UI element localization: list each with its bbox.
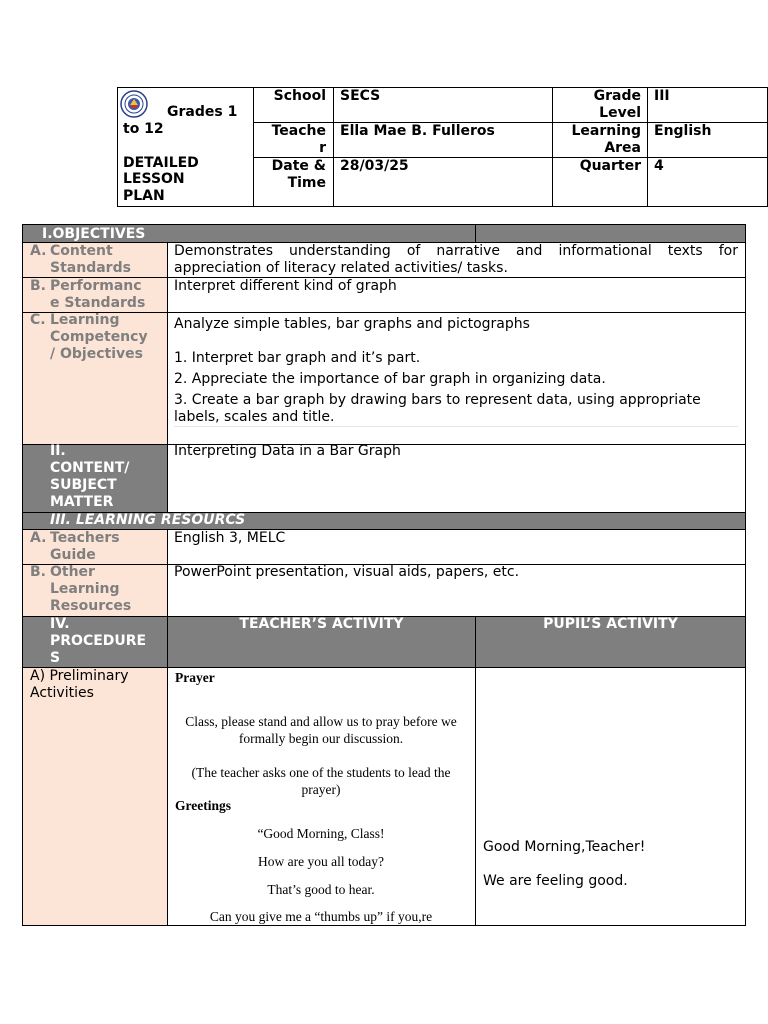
other-resources-label-c: Resources <box>50 598 132 614</box>
prayer-text: Class, please stand and allow us to pray before we formally begin our discussion. <box>185 714 457 746</box>
content-standards-label-b: Standards <box>50 260 131 276</box>
procedures-label-a: IV. <box>50 616 70 632</box>
learning-competency-letter: C. <box>30 312 46 328</box>
content-label-d: MATTER <box>50 494 114 510</box>
objectives-heading: I.OBJECTIVES <box>42 226 146 242</box>
resources-heading: III. LEARNING RESOURCS <box>50 512 246 528</box>
header-title-line5: PLAN <box>123 188 165 204</box>
performance-standards-letter: B. <box>30 278 46 294</box>
prayer-heading: Prayer <box>175 670 215 685</box>
date-label-b: Time <box>287 175 326 191</box>
learning-competency-label-b: Competency <box>50 329 148 345</box>
other-resources-letter: B. <box>30 564 46 580</box>
deped-seal-logo <box>120 90 148 118</box>
procedures-label-b: PROCEDURE <box>50 633 147 649</box>
teacher-label-b: r <box>319 140 326 156</box>
preliminary-label-b: Activities <box>30 685 94 701</box>
teachers-guide-label-b: Guide <box>50 547 96 563</box>
other-resources-label-a: Other <box>50 564 95 580</box>
quarter-value: 4 <box>654 158 664 174</box>
date-label-a: Date & <box>271 158 326 174</box>
procedures-label-c: S <box>50 650 61 666</box>
preliminary-label-cell <box>22 667 168 926</box>
area-label-b: Area <box>604 140 641 156</box>
greeting-2: How are you all today? <box>258 854 384 869</box>
objective-3: 3. Create a bar graph by drawing bars to represent data, using appropriate labels, scales and title. <box>174 392 701 425</box>
school-label: School <box>273 88 326 104</box>
learning-competency-label-a: Learning <box>50 312 120 328</box>
other-resources-value: PowerPoint presentation, visual aids, papers, etc. <box>174 564 520 580</box>
objectives-divider <box>174 426 738 427</box>
grade-value: III <box>654 88 670 104</box>
learning-competency-intro: Analyze simple tables, bar graphs and pictographs <box>174 316 530 332</box>
prayer-note: (The teacher asks one of the students to lead the prayer) <box>191 765 451 797</box>
content-standards-value: Demonstrates understanding of narrative and informational texts for appreciation of literacy related activities/ tasks. <box>174 243 738 276</box>
header-title-line2: to 12 <box>123 121 164 137</box>
greeting-4: Can you give me a “thumbs up” if you,re <box>209 909 433 924</box>
performance-standards-value: Interpret different kind of graph <box>174 278 397 294</box>
content-label-b: CONTENT/ <box>50 460 130 476</box>
header-title-line3: DETAILED <box>123 155 199 171</box>
greetings-heading: Greetings <box>175 798 231 813</box>
quarter-value-cell <box>647 157 768 207</box>
content-standards-label-a: Content <box>50 243 113 259</box>
objective-2: 2. Appreciate the importance of bar graph in organizing data. <box>174 371 606 387</box>
performance-standards-label-b: e Standards <box>50 295 146 311</box>
header-title-line4: LESSON <box>123 171 185 187</box>
content-standards-letter: A. <box>30 243 47 259</box>
school-value: SECS <box>340 88 381 104</box>
date-value: 28/03/25 <box>340 158 409 174</box>
preliminary-label-a: A) Preliminary <box>30 668 129 684</box>
pupil-activity-heading: PUPIL’S ACTIVITY <box>543 616 678 632</box>
other-resources-label-b: Learning <box>50 581 120 597</box>
content-value: Interpreting Data in a Bar Graph <box>174 443 401 459</box>
objectives-heading-empty-cell <box>475 224 746 243</box>
area-label-a: Learning <box>571 123 641 139</box>
header-title-line1: Grades 1 <box>167 104 238 120</box>
content-label-c: SUBJECT <box>50 477 117 493</box>
teacher-activity-heading: TEACHER’S ACTIVITY <box>239 616 404 632</box>
learning-competency-label-c: / Objectives <box>50 346 143 362</box>
pupil-response-2: We are feeling good. <box>483 873 628 889</box>
quarter-label: Quarter <box>579 158 641 174</box>
pupil-response-1: Good Morning,Teacher! <box>483 839 646 855</box>
content-label-a: II. <box>50 443 66 459</box>
teachers-guide-label-a: Teachers <box>50 530 120 546</box>
objective-1: 1. Interpret bar graph and it’s part. <box>174 350 421 366</box>
performance-standards-label-a: Performanc <box>50 278 142 294</box>
grade-label-a: Grade <box>593 88 641 104</box>
grade-label-b: Level <box>599 105 641 121</box>
greeting-1: “Good Morning, Class! <box>257 826 385 841</box>
teachers-guide-letter: A. <box>30 530 47 546</box>
teacher-label-a: Teache <box>271 123 326 139</box>
teachers-guide-value: English 3, MELC <box>174 530 286 546</box>
teacher-value: Ella Mae B. Fulleros <box>340 123 495 139</box>
area-value: English <box>654 123 712 139</box>
greeting-3: That’s good to hear. <box>267 882 375 897</box>
